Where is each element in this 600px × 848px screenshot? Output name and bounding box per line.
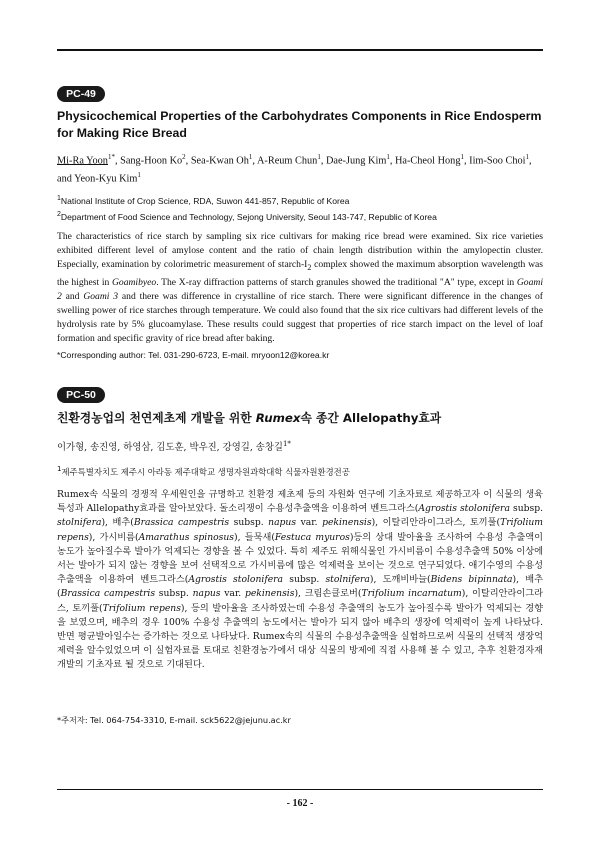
author-name: Dae-Jung Kim — [325, 155, 387, 167]
species-name: Brassica campestris — [133, 517, 230, 529]
species-name: pekinensis — [244, 588, 295, 600]
affiliation-text: 제주특별자치도 제주시 아라동 제주대학교 생명자원과학대학 식물자원환경전공 — [61, 466, 350, 477]
paper-title-pc50 — [57, 410, 547, 427]
author-sup: 1 — [137, 171, 141, 180]
species-name: Brassica campestris — [60, 588, 156, 600]
abstract-text: The characteristics of rice starch by sampling six rice cultivars for making rice bread were examined. Six rice varieties exhibited different level of amylose content and the ratio of chain length distribution within the amylopectin cluster. Especially, examination by colorimetric measurement of starch-I — [57, 231, 543, 271]
abstract-text: ), 들묵새( — [234, 531, 275, 543]
abstract-text: ), 등의 발아율을 조사하였는데 수용성 추출액의 농도가 높아질수록 발아가 억제되는 경향을 보였으며, 배추의 경우 100% 수용성 추출액의 농도에서는 발아가 되지 않아 배추의 생장에 억제력이 높게 나타났다. 반면 평균발아일수는 증가하는 것으로 나타났다. Rumex속의 식물의 수용성추출액을 실험하므로써 식물의 선택적 생장억제력을 알수있었으며 이 실험자료를 토대로 친환경농가에서 대상 식물의 방제에 직접 사용해 볼 수 있고, 추후 친환경자재 개발의 기초자료 될 것으로 기대된다. — [57, 602, 543, 671]
author-list-pc50 — [57, 437, 547, 455]
author-sup: 1 — [386, 153, 390, 161]
author-sup: 1* — [107, 153, 115, 161]
top-rule — [57, 49, 543, 51]
species-name: napus — [192, 588, 221, 600]
author-sup: 1 — [317, 153, 321, 161]
abstract-text: subsp. — [155, 588, 193, 600]
species-name: Agrostis stolonifera — [188, 574, 284, 586]
affiliation-line — [57, 208, 547, 224]
abstract-text: subsp. — [283, 574, 326, 586]
author-sup: 1 — [525, 153, 529, 161]
abstract-body-pc49 — [57, 230, 543, 347]
author-sup: 1 — [248, 153, 253, 161]
abstract-text: var. — [296, 517, 323, 529]
genus-name: Rumex — [255, 411, 301, 425]
author-sup: 1 — [460, 153, 464, 161]
corresponding-author-pc50: *주저자: Tel. 064-754-3310, E-mail. sck5622@jejunu.ac.kr — [57, 715, 291, 725]
author-name: Mi-Ra Yoon — [57, 155, 108, 167]
corresponding-author-pc49: *Corresponding author: Tel. 031-290-6723, E-mail. mryoon12@korea.kr — [57, 350, 330, 360]
author-name: Sea-Kwan Oh — [190, 155, 249, 167]
abstract-text: . The X-ray diffraction patterns of starch granules showed the traditional "A" type, except in — [156, 276, 517, 288]
abstract-text: subsp. — [229, 517, 269, 529]
abstract-id-badge-pc49: PC-49 — [57, 86, 105, 102]
author-sup: 2 — [182, 153, 186, 161]
title-text: 친환경농업의 천연제초제 개발을 위한 — [57, 411, 256, 425]
affiliation-text: National Institute of Crop Science, RDA, Suwon 441-857, Republic of Korea — [60, 195, 350, 206]
abstract-text: ), 이탈리안라이그라스, 토끼풀( — [57, 588, 544, 614]
paper-title-pc49: Physicochemical Properties of the Carbohydrates Components in Rice Endosperm for Making Rice Bread — [57, 109, 542, 140]
author-sup: 1* — [282, 440, 291, 448]
species-name: napus — [268, 517, 297, 529]
abstract-text: ), 도깨비바늘( — [369, 574, 431, 586]
subscript: 2 — [307, 263, 312, 273]
abstract-text: ), 배추( — [101, 517, 134, 529]
affiliation-line — [57, 192, 547, 208]
species-name: Festuca myuros — [274, 531, 350, 543]
species-name: Agrostis stolonifera — [418, 503, 510, 515]
cultivar-name: Goami 2 — [57, 276, 543, 302]
author-list-pc49: Mi-Ra Yoon$^{1*}$, Sang-Hoon Ko$^2$, Sea-Kwan Oh$^1$, A-Reum Chun$^1$, Dae-Jung Kim$^1$, Ha-Cheol Hong$^1$, Iim-Soo Choi$^1$, and Yeon-Kyu Kim$^1$ — [57, 153, 532, 185]
species-name: Trifolium repens — [102, 602, 181, 614]
species-name: Bidens bipinnata — [430, 574, 513, 586]
affiliation-pc50 — [57, 463, 547, 479]
author-names: 이가형, 송진영, 하영삼, 김도훈, 박우진, 강영길, 송창길 — [57, 442, 283, 454]
abstract-text: Rumex속 식물의 경쟁적 우세원인을 규명하고 친환경 제초제 등의 자원화 연구에 기초자료로 제공하고자 이 식물의 생육특성과 Allelopathy효과를 알아보았다. 돌소리쟁이 수용성추출액을 이용하여 벤트그라스( — [57, 489, 543, 515]
cultivar-name: Goami 3 — [83, 290, 119, 302]
abstract-text: complex showed the maximum absorption wavelength was the highest in — [57, 259, 543, 288]
affiliation-text: Department of Food Science and Technology, Sejong University, Seoul 143-747, Republic of Korea — [60, 211, 437, 222]
abstract-text: var. — [220, 588, 245, 600]
abstract-text: ), 가시비름( — [88, 531, 139, 543]
affiliation-sup: 1 — [57, 195, 61, 202]
abstract-text: ), 이탈리안라이그라스, 토끼풀( — [371, 517, 501, 529]
species-name: pekinensis — [322, 517, 372, 529]
species-name: stolnifera — [325, 574, 370, 586]
species-name: Amarathus spinosus — [138, 531, 235, 543]
abstract-text: and — [61, 290, 84, 302]
abstract-text: and there was difference in crystalline of rice starch. There were significant difference in the changes of swelling power of rice starches through temperature. We could also found that the six rice cultivars had different levels of the hydrolysis rate by 5% glucoamylase. These results could suggest that properties of rice starch impact on the level of loaf formation and specific gravity of rice bread after baking. — [57, 290, 544, 345]
species-name: stolnifera — [57, 517, 102, 529]
author-name: Iim-Soo Choi — [469, 155, 526, 167]
species-name: Trifolium repens — [57, 517, 544, 543]
abstract-text: ), 크림손클로버( — [294, 588, 362, 600]
author-name: Ha-Cheol Hong — [394, 155, 461, 167]
affiliations-pc49 — [57, 192, 547, 224]
abstract-text: subsp. — [509, 503, 544, 515]
bottom-rule — [57, 789, 543, 790]
affiliation-sup: 1 — [57, 465, 62, 473]
abstract-id-badge-pc50: PC-50 — [57, 387, 105, 403]
species-name: Trifolium incarnatum — [361, 588, 462, 600]
author-name: Sang-Hoon Ko — [120, 155, 183, 167]
affiliation-sup: 2 — [57, 210, 61, 218]
abstract-body-pc50 — [57, 488, 543, 673]
title-text: 속 종간 Allelopathy효과 — [300, 411, 442, 425]
page-number: - 162 - — [286, 798, 314, 809]
abstract-text: ), 배추( — [57, 574, 543, 600]
author-name: Yeon-Kyu Kim — [74, 173, 138, 185]
abstract-text: )등의 상대 발아율을 조사하여 수용성 추출액이 농도가 높아질수록 발아가 억제되는 경향을 볼 수 있었다. 특히 제주도 위해식물인 가시비름이 수용성추출액 50% 이상에서는 발아가 되지 않는 경향을 보여 선택적으로 가시비름에 많은 억제력을 보이는 것으로 연구되었다. 애기수영의 수용성 추출액을 이용하여 벤트그라스( — [57, 531, 543, 586]
cultivar-name: Goamibyeo — [111, 276, 157, 288]
author-name: A-Reum Chun — [256, 155, 318, 167]
